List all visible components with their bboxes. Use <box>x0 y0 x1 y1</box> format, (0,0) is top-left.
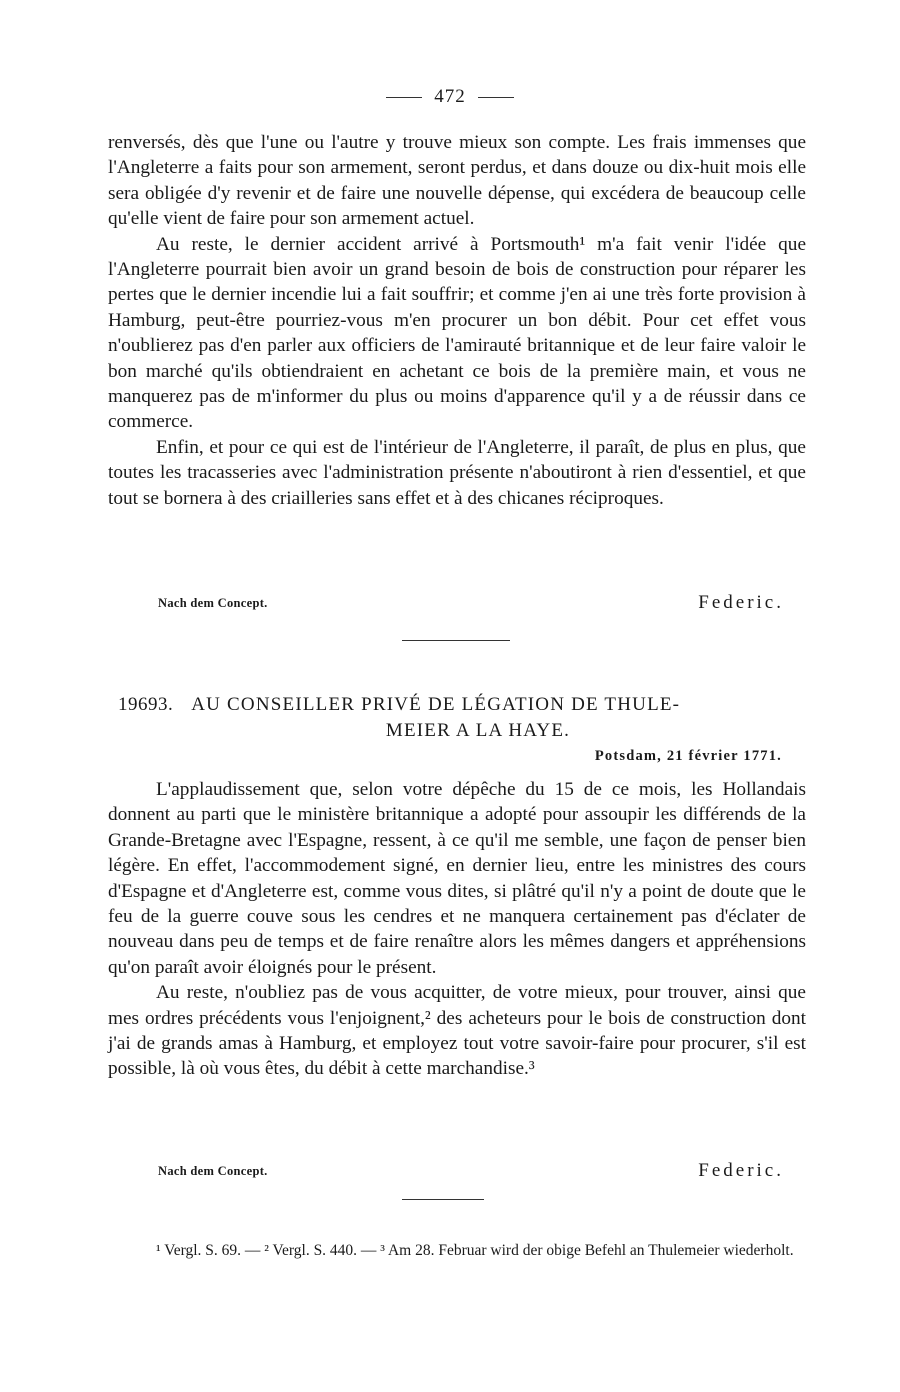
letter2-heading-line2: MEIER A LA HAYE. <box>385 720 571 741</box>
letter1-paragraph-2: Au reste, le dernier accident arrivé à Portsmouth¹ m'a fait venir l'idée que l'Angleterre pourrait bien avoir un grand besoin de bois de construction pour réparer les pertes que le dernier incendie lui a fait souffrir; et comme j'en ai une très forte provision à Hamburg, peut-être pourriez-vous m'en procurer un bon débit. Pour cet effet vous n'oublierez pas d'en parler aux officiers de l'amirauté britannique et de leur faire valoir le bon marché qu'ils obtiendraient en achetant ce bois de la première main, et vous ne manquerez pas de m'informer du plus ou moins d'apparence qu'il y a de réussir dans ce commerce. <box>108 233 806 433</box>
letter2-body <box>108 777 806 1082</box>
letter2-closing <box>108 1160 806 1184</box>
page-number-dash-right <box>478 97 514 98</box>
letter2-heading <box>118 692 798 744</box>
letter2-number: 19693. <box>118 694 174 715</box>
page-number <box>0 86 900 108</box>
letter1-source-note: Nach dem Concept. <box>158 596 268 610</box>
footnote-divider <box>402 1199 484 1200</box>
letter1-paragraph-1: renversés, dès que l'une ou l'autre y trouve mieux son compte. Les frais immenses que l'Angleterre a faits pour son armement, seront perdus, et dans douze ou dix-huit mois elle sera obligée d'y revenir et de faire une nouvelle dépense, qui excédera de beaucoup celle qu'elle vient de faire pour son armement actuel. <box>108 132 806 230</box>
letter2-paragraph-1: L'applaudissement que, selon votre dépêche du 15 de ce mois, les Hollandais donnent au parti que le ministère britannique a adopté pour assoupir les différends de la Grande-Bretagne avec l'Espagne, ressent, à ce qu'il me semble, une façon de penser bien légère. En effet, l'accommodement signé, en dernier lieu, entre les ministres des cours d'Espagne et d'Angleterre est, comme vous dites, si plâtré qu'il n'y a point de doute que le feu de la guerre couve sous les cendres et ne manquera certainement pas d'éclater de nouveau dans peu de temps et de faire renaître alors les mêmes dangers et appréhensions qu'on paraît avoir éloignés pour le présent. <box>108 779 806 978</box>
letter1-closing <box>108 592 806 616</box>
letter2-paragraph-2: Au reste, n'oubliez pas de vous acquitter, de votre mieux, pour trouver, ainsi que mes ordres précédents vous l'enjoignent,² des acheteurs pour le bois de construction dont j'ai de grands amas à Hamburg, et employez tout votre savoir-faire pour procurer, s'il est possible, là où vous êtes, du débit à cette marchandise.³ <box>108 982 806 1080</box>
letter2-dateline: Potsdam, 21 février 1771. <box>594 748 782 764</box>
letter1-paragraph-3: Enfin, et pour ce qui est de l'intérieur de l'Angleterre, il paraît, de plus en plus, que toutes les tracasseries avec l'administration présente n'aboutiront à rien d'essentiel, et que tout se bornera à des criailleries sans effet et à des chicanes réciproques. <box>108 436 806 509</box>
section-divider <box>402 640 510 641</box>
page-number-text: 472 <box>434 86 466 107</box>
letter2-source-note: Nach dem Concept. <box>158 1164 268 1178</box>
letter1-body <box>108 130 806 511</box>
footnotes: ¹ Vergl. S. 69. — ² Vergl. S. 440. — ³ Am 28. Februar wird der obige Befehl an Thulemeier wiederholt. <box>156 1242 794 1259</box>
letter2-signature: Federic. <box>698 1160 784 1181</box>
page-number-dash-left <box>386 97 422 98</box>
letter2-heading-line1: AU CONSEILLER PRIVÉ DE LÉGATION DE THULE- <box>191 694 681 715</box>
letter1-signature: Federic. <box>698 592 784 613</box>
